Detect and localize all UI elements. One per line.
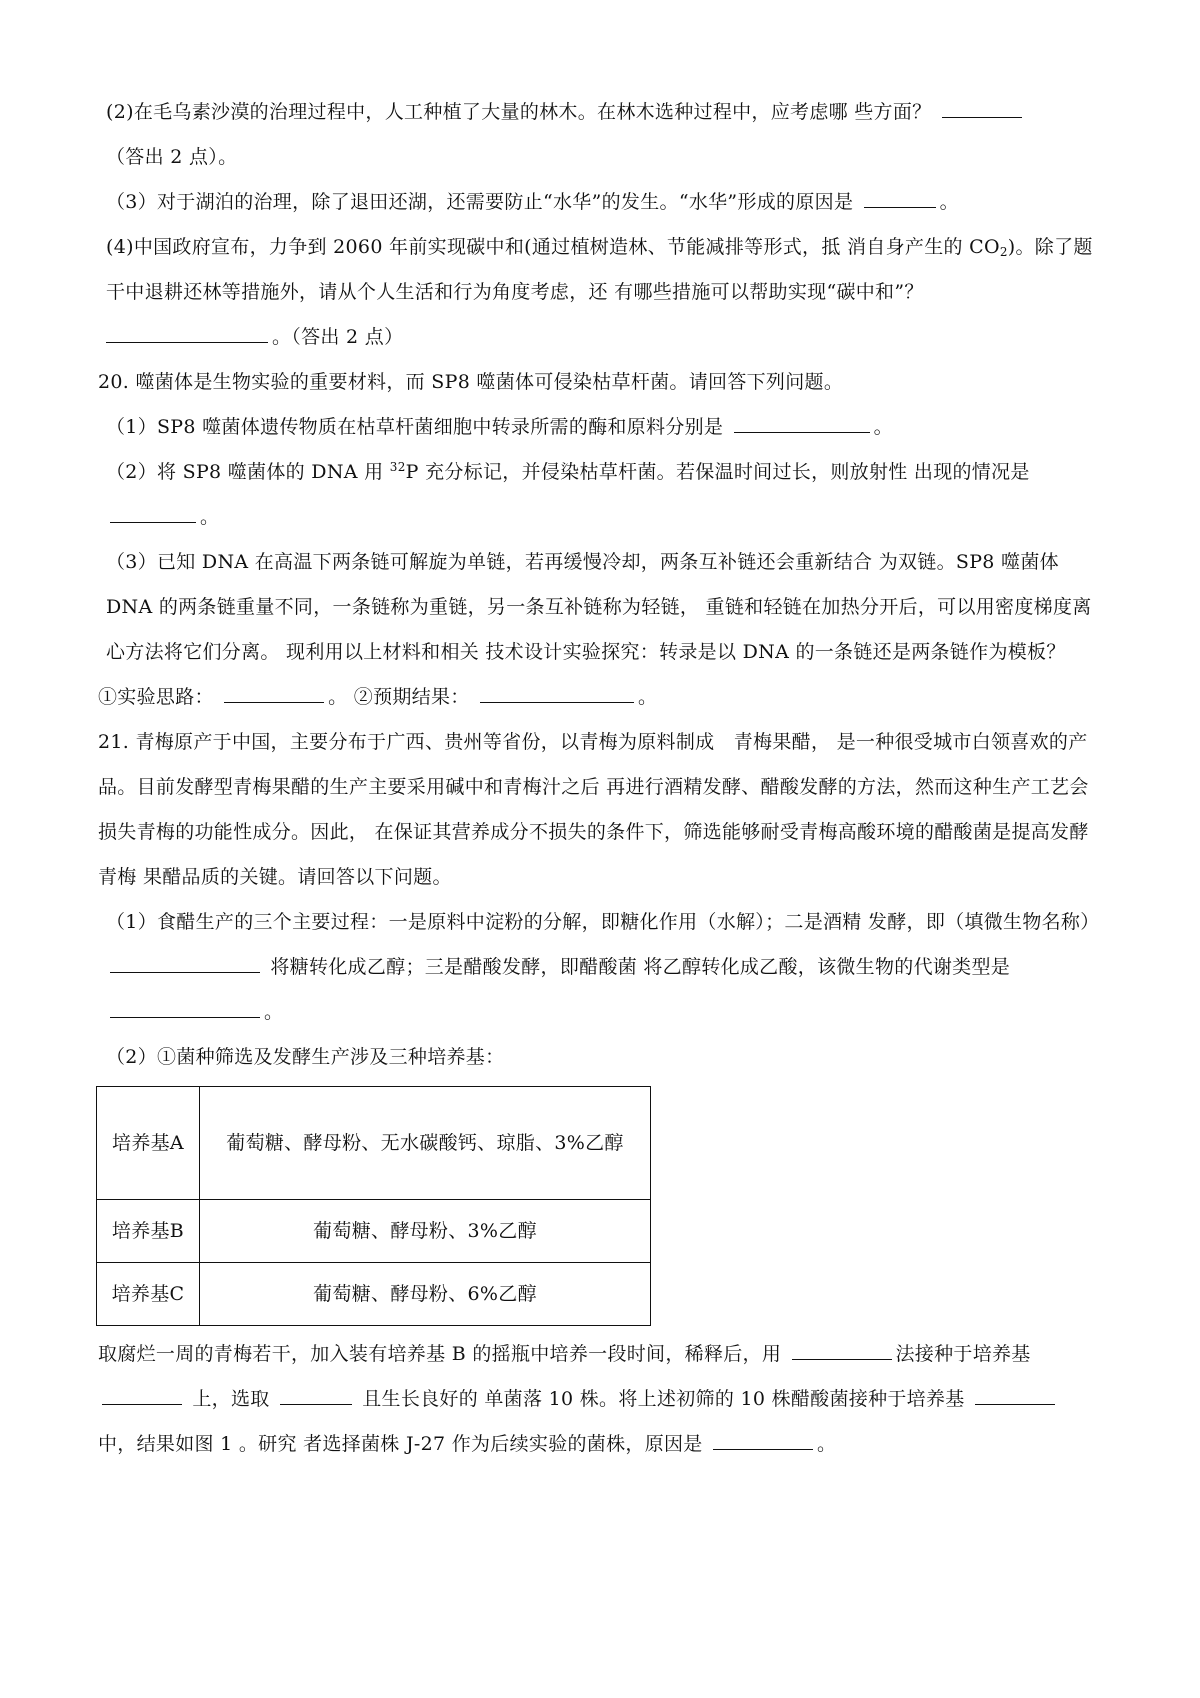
q20-stem: 20. 噬菌体是生物实验的重要材料，而 SP8 噬菌体可侵染枯草杆菌。请回答下列问题。 <box>98 371 844 393</box>
experiment-idea-label: ①实验思路： <box>98 686 214 708</box>
table-row <box>97 1263 651 1326</box>
q19-part3-text: （3）对于湖泊的治理，除了退田还湖，还需要防止“水华”的发生。“水华”形成的原因是 <box>106 191 854 213</box>
answer-blank[interactable] <box>102 1403 182 1405</box>
culture-media-table <box>96 1086 651 1326</box>
answer-blank[interactable] <box>224 701 324 703</box>
q21-part1-text: （1）食醋生产的三个主要过程：一是原料中淀粉的分解，即糖化作用（水解）；二是酒精 发酵，即（填微生物名称） <box>106 911 1100 933</box>
answer-blank[interactable] <box>734 431 870 433</box>
medium-name: 培养基C <box>97 1263 200 1326</box>
answer-blank[interactable] <box>713 1448 813 1450</box>
q19-part4-text: (4)中国政府宣布，力争到 2060 年前实现碳中和(通过植树造林、节能减排等形式，抵 消自身产生的 CO <box>106 236 1000 258</box>
q21-part2-body: 取腐烂一周的青梅若干，加入装有培养基 B 的摇瓶中培养一段时间，稀释后，用 法接种于培养基 上，选取 且生长良好的 单菌落 10 株。将上述初筛的 10 株醋酸菌接种于培养基 中，结果如图 1 。研究 者选择菌株 J-27 作为后续实验的菌株，原因是 。 <box>98 1332 1102 1467</box>
medium-content: 葡萄糖、酵母粉、3%乙醇 <box>200 1200 651 1263</box>
medium-content: 葡萄糖、酵母粉、无水碳酸钙、琼脂、3%乙醇 <box>200 1087 651 1200</box>
q20-part2-text-2: P 充分标记，并侵染枯草杆菌。若保温时间过长，则放射性 出现的情况是 <box>405 461 1030 483</box>
q20-part2-text: （2）将 SP8 噬菌体的 DNA 用 <box>106 461 390 483</box>
q20-part3-answers: ①实验思路： 。 ②预期结果： 。 <box>98 686 658 708</box>
answer-blank[interactable] <box>110 1016 260 1018</box>
table-row <box>97 1087 651 1200</box>
q19-part2-text: (2)在毛乌素沙漠的治理过程中，人工种植了大量的林木。在林木选种过程中，应考虑哪 些方面？ <box>106 101 932 123</box>
q21-part2-text: 取腐烂一周的青梅若干，加入装有培养基 B 的摇瓶中培养一段时间，稀释后，用 <box>98 1343 782 1365</box>
medium-name: 培养基A <box>97 1087 200 1200</box>
expected-result-label: 。 ②预期结果： <box>328 686 470 708</box>
q21-part2-intro: （2）①菌种筛选及发酵生产涉及三种培养基： <box>106 1046 505 1068</box>
answer-blank[interactable] <box>792 1358 892 1360</box>
q21-part1-text-2: 将糖转化成乙醇；三是醋酸发酵，即醋酸菌 将乙醇转化成乙酸，该微生物的代谢类型是 <box>270 956 1011 978</box>
q20-part2: （2）将 SP8 噬菌体的 DNA 用 $^{32}$P 充分标记，并侵染枯草杆菌。若保温时间过长，则放射性 出现的情况是 。 <box>106 460 1030 528</box>
q19-part2-note: （答出 2 点）。 <box>106 146 238 168</box>
q19-part2 <box>98 90 1102 180</box>
answer-blank[interactable] <box>280 1403 352 1405</box>
medium-content: 葡萄糖、酵母粉、6%乙醇 <box>200 1263 651 1326</box>
answer-blank[interactable] <box>975 1403 1055 1405</box>
document-page <box>98 90 1102 1467</box>
superscript-32: 32 <box>389 460 406 474</box>
answer-blank[interactable] <box>110 521 196 523</box>
answer-blank[interactable] <box>864 206 936 208</box>
q20-part3: （3）已知 DNA 在高温下两条链可解旋为单链，若再缓慢冷却，两条互补链还会重新结合 为双链。SP8 噬菌体 DNA 的两条链重量不同，一条链称为重链，另一条互补链称为轻链， 重链和轻链在加热分开后，可以用密度梯度离心方法将它们分离。 现利用以上材料和相关 技术设计实验探究：转录是以 DNA 的一条链还是两条链作为模板？ <box>106 551 1092 663</box>
q19-part4-note: 。（答出 2 点） <box>272 326 404 348</box>
answer-blank[interactable] <box>106 341 268 343</box>
q20-part1-text: （1）SP8 噬菌体遗传物质在枯草杆菌细胞中转录所需的酶和原料分别是 <box>106 416 724 438</box>
answer-blank[interactable] <box>942 116 1022 118</box>
q19-part4-text-2: )。除了题干中退耕还林等措施外，请从个人生活和行为角度考虑，还 有哪些措施可以帮助实现“碳中和”？ <box>106 236 1093 303</box>
q21-part1: （1）食醋生产的三个主要过程：一是原料中淀粉的分解，即糖化作用（水解）；二是酒精 发酵，即（填微生物名称） 将糖转化成乙醇；三是醋酸发酵，即醋酸菌 将乙醇转化成乙酸，该微生物的代谢类型是 。 <box>106 911 1100 1023</box>
subscript-2: 2 <box>999 245 1008 259</box>
answer-blank[interactable] <box>110 971 260 973</box>
q19-part3: （3）对于湖泊的治理，除了退田还湖，还需要防止“水华”的发生。“水华”形成的原因是 。 <box>106 191 959 213</box>
q21-stem: 21. 青梅原产于中国，主要分布于广西、贵州等省份，以青梅为原料制成 青梅果醋， 是一种很受城市白领喜欢的产品。目前发酵型青梅果醋的生产主要采用碱中和青梅汁之后 再进行酒精发酵、醋酸发酵的方法，然而这种生产工艺会损失青梅的功能性成分。因此， 在保证其营养成分不损失的条件下，筛选能够耐受青梅高酸环境的醋酸菌是提高发酵青梅 果醋品质的关键。请回答以下问题。 <box>98 731 1089 888</box>
q19-part4 <box>98 225 1102 360</box>
answer-blank[interactable] <box>480 701 634 703</box>
q20-part1: （1）SP8 噬菌体遗传物质在枯草杆菌细胞中转录所需的酶和原料分别是 。 <box>106 416 893 438</box>
table-row <box>97 1200 651 1263</box>
medium-name: 培养基B <box>97 1200 200 1263</box>
